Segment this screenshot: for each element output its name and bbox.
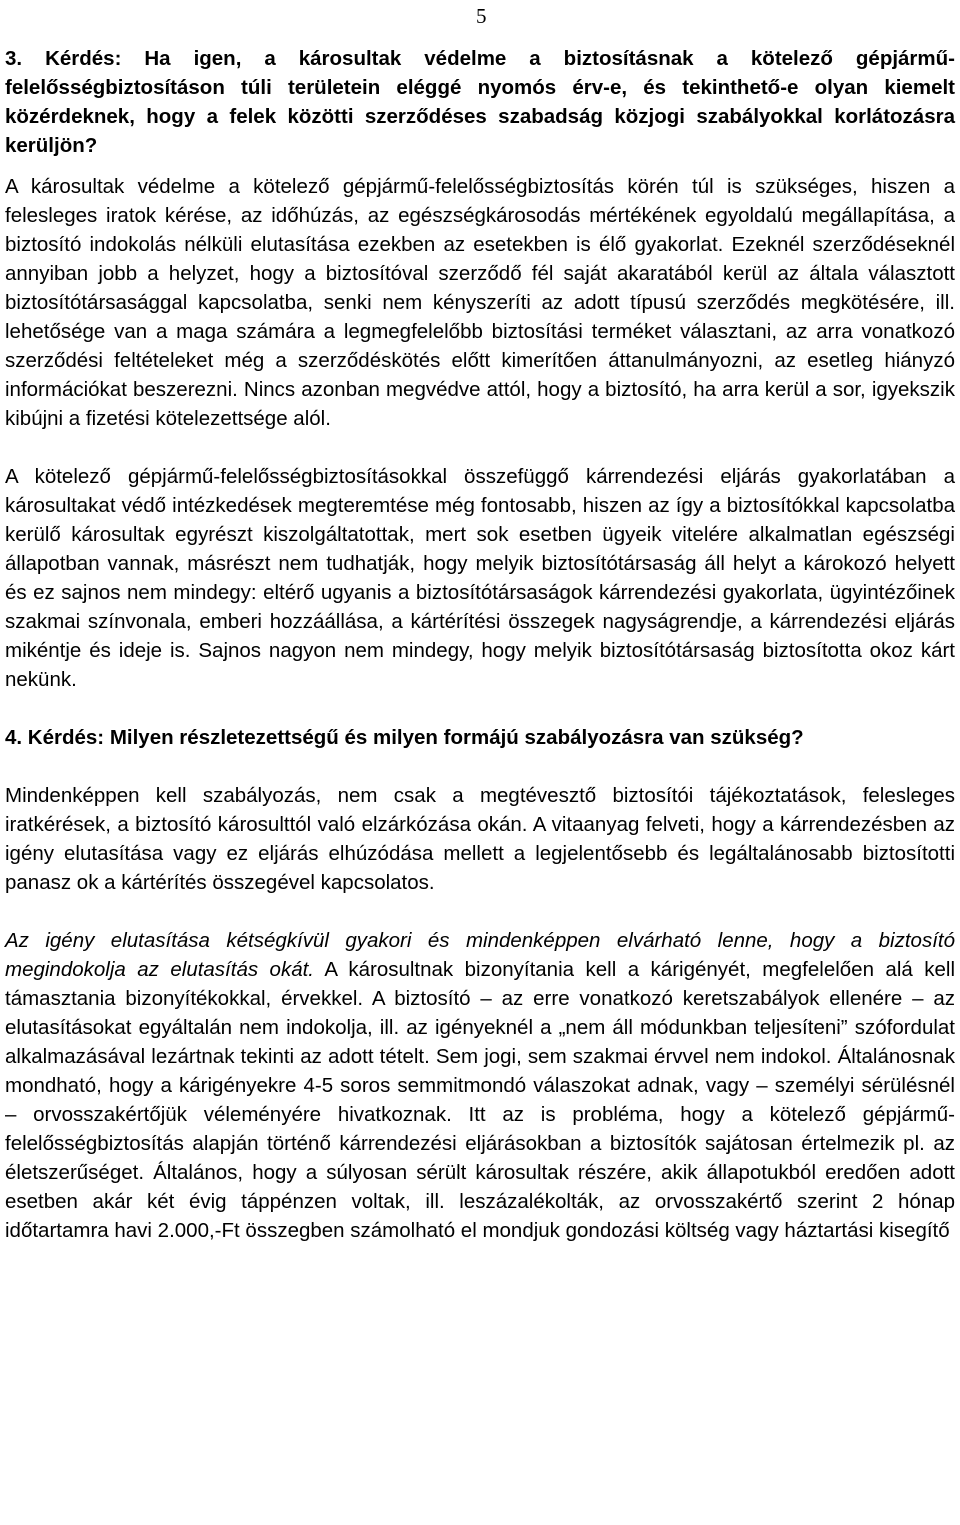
question-3-heading: 3. Kérdés: Ha igen, a károsultak védelme a biztosításnak a kötelező gépjármű-felelősségbiztosításon túli területein eléggé nyomós érv-e, és tekinthető-e olyan kiemelt közérdeknek, hogy a felek közötti szerződéses szabadság közjogi szabályokkal korlátozásra kerüljön? — [5, 47, 955, 157]
answer-4-paragraph-2-text: A károsultnak bizonyítania kell a kárigényét, megfelelően alá kell támasztania bizonyítékokkal, érvekkel. A biztosító – az erre vonatkozó keretszabályok ellenére – az elutasításokat egyáltalán nem indokolja, ill. az igényeknél a „nem áll módunkban teljesíteni” szófordulat alkalmazásával lezártnak tekinti az adott tételt. Sem jogi, sem szakmai érvvel nem indokol. Általánosnak mondható, hogy a kárigényekre 4-5 soros semmitmondó válaszokat adnak, vagy – személyi sérülésnél – orvosszakértőjük véleményére hivatkoznak. Itt az is probléma, hogy a kötelező gépjármű-felelősségbiztosítás alapján történő kárrendezési eljárásokban a biztosítók sajátosan értelmezik pl. az életszerűséget. Általános, hogy a súlyosan sérült károsultak részére, akik állapotukból eredően adott esetben akár két évig táppénzen voltak, ill. leszázalékolták, az orvosszakértő szerint 2 hónap időtartamra havi 2.000,-Ft összegben számolható el mondjuk gondozási költség vagy háztartási kisegítő — [5, 958, 956, 1242]
answer-4-paragraph-1: Mindenképpen kell szabályozás, nem csak a megtévesztő biztosítói tájékoztatások, felesleges iratkérések, a biztosító károsulttól való elzárkózása okán. A vitaanyag felveti, hogy a kárrendezésben az igény elutasítása vagy ez eljárás elhúzódása mellett a legjelentősebb és legáltalánosabb biztosítotti panasz ok a kártérítés összegével kapcsolatos. — [5, 784, 955, 894]
document-body — [5, 44, 955, 1245]
question-4-heading: 4. Kérdés: Milyen részletezettségű és milyen formájú szabályozásra van szükség? — [5, 726, 804, 749]
answer-4-paragraph-2 — [5, 926, 955, 1245]
answer-4-italic-sentence: Az igény elutasítása kétségkívül gyakori és mindenképpen elvárható lenne, hogy a biztosító megindokolja az elutasítás okát. — [5, 929, 955, 981]
answer-3-paragraph-1: A károsultak védelme a kötelező gépjármű-felelősségbiztosítás körén túl is szükséges, hiszen a felesleges iratok kérése, az időhúzás, az egészségkárosodás mértékének egyoldalú megállapítása, a biztosító indokolás nélküli elutasítása ezekben az esetekben is élő gyakorlat. Ezeknél szerződéseknél annyiban jobb a helyzet, hogy a biztosítóval szerződő fél saját akaratából kerül az általa választott biztosítótársasággal kapcsolatba, senki nem kényszeríti az adott típusú szerződés megkötésére, ill. lehetősége van a maga számára a legmegfelelőbb biztosítási terméket választani, az arra vonatkozó szerződési feltételeket még a szerződéskötés előtt kimerítően áttanulmányozni, az esetleg hiányzó információkat beszerezni. Nincs azonban megvédve attól, hogy a biztosító, ha arra kerül a sor, igyekszik kibújni a fizetési kötelezettsége alól. — [5, 175, 955, 430]
page-number: 5 — [476, 4, 487, 28]
answer-3-paragraph-2: A kötelező gépjármű-felelősségbiztosításokkal összefüggő kárrendezési eljárás gyakorlatában a károsultakat védő intézkedések megteremtése még fontosabb, hiszen az így a biztosítókkal kapcsolatba kerülő károsultak egyrészt kiszolgáltatottak, mert sok esetben ügyeik vitelére alkalmatlan egészségi állapotban vannak, másrészt nem tudhatják, hogy melyik biztosítótársaság áll helyt a károkozó helyett és ez sajnos nem mindegy: eltérő ugyanis a biztosítótársaságok kárrendezési gyakorlata, ügyintézőinek szakmai színvonala, emberi hozzáállása, a kártérítési összegek nagyságrendje, a kárrendezési eljárás mikéntje és ideje is. Sajnos nagyon nem mindegy, hogy melyik biztosítótársaság biztosította okoz kárt nekünk. — [5, 465, 955, 691]
